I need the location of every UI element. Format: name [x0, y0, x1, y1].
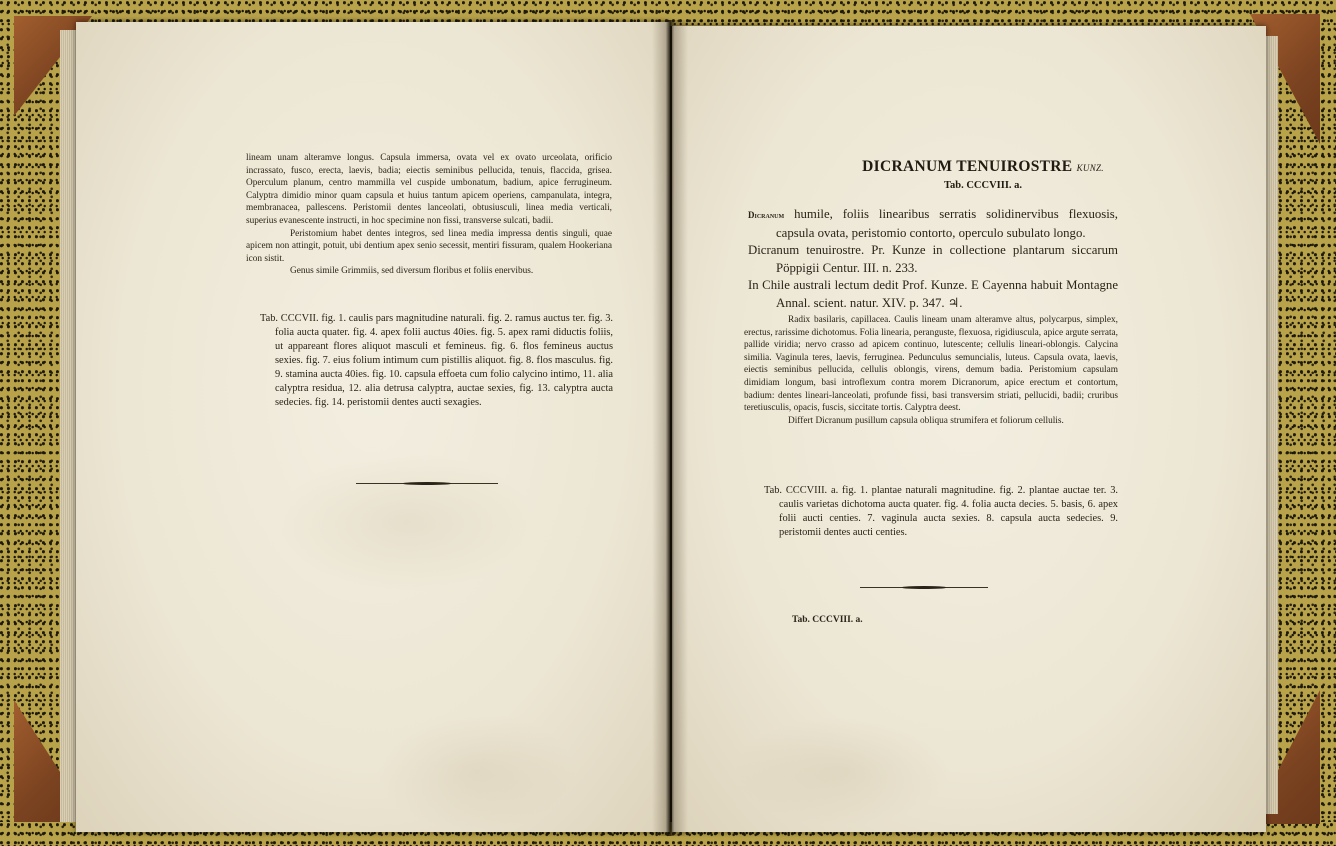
diagnosis-genus: Dicranum — [748, 210, 785, 220]
plate-reference: Tab. CCCVIII. a. — [943, 180, 1023, 191]
differt-note: Differt Dicranum pusillum capsula obliqua strumifera et foliorum cellulis. — [788, 415, 1064, 426]
left-paragraph-1: lineam unam alteramve longus. Capsula immersa, ovata vel ex ovato urceolata, orificio incrassato, fusco, erecta, laevis, badia; eiectis seminibus pellucida, tenuis, flaccida, grisea. Operculum planum, centro mammilla vel cuspide umbonatum, badium, apice ferrugineum. Calyptra dimidio minor quam capsula et huius tantum apicem operiens, campanulata, integra, membranacea, pallescens. Peristomii dentes lanceolati, obtusiusculi, linea media verticali, superius evanescente instructi, in hoc specimine non fissi, transverse sulcati, badii. — [246, 153, 612, 226]
left-paragraph-3: Genus simile Grimmiis, sed diversum floribus et foliis enervibus. — [290, 266, 534, 277]
left-paragraph-2: Peristomium habet dentes integros, sed linea media impressa dentis singuli, quae apicem non attingit, potuit, ubi dentium apex senio secessit, mentiri fissuram, qualem Hookeriana icon sistit. — [246, 228, 612, 264]
right-tab-explanation: Tab. CCCVIII. a. fig. 1. plantae naturali magnitudine. fig. 2. plantae auctae ter. 3. caulis varietas dichotoma aucta quater. fig. 4. folia aucta decies. 5. basis, 6. apex folii aucti centies. 7. vaginula aucta sexies. 8. capsula aucta sedecies. 9. peristomii dentes aucti centies. — [764, 485, 1118, 538]
synonym: Dicranum tenuirostre. Pr. Kunze in collectione plantarum siccarum Pöppigii Centur. III. n. 233. — [748, 243, 1118, 275]
species-name: DICRANUM TENUIROSTRE — [862, 158, 1073, 175]
left-page — [76, 22, 670, 832]
left-end-rule — [356, 483, 498, 484]
left-page-text — [246, 152, 612, 278]
description-block — [744, 314, 1118, 427]
stain — [376, 712, 576, 832]
right-plate-explanation — [764, 484, 1118, 540]
diagnosis-text: humile, foliis linearibus serratis solidinervibus flexuosis, capsula ovata, peristomio contorto, operculo subulato longo. — [776, 207, 1118, 240]
locality: In Chile australi lectum dedit Prof. Kunze. E Cayenna habuit Montagne Annal. scient. natur. XIV. p. 347. ♃. — [748, 278, 1118, 310]
diagnosis-block — [748, 206, 1118, 313]
right-page — [672, 26, 1266, 832]
diagnosis — [748, 206, 1118, 242]
species-author: KUNZ. — [1076, 163, 1104, 173]
plate-caption: Tab. CCCVIII. a. — [792, 615, 863, 625]
cover-pattern-right — [1272, 0, 1336, 846]
description: Radix basilaris, capillacea. Caulis lineam unam alteramve altus, polycarpus, simplex, erectus, rarissime dichotomus. Folia linearia, peranguste, flexuosa, rigidiuscula, apice argute serrata, pallide viridia; nervo crasso ad apicem continuo, lutescente; cellulis lineari-oblongis. Calycina similia. Vaginula teres, laevis, ferruginea. Pedunculus semuncialis, luteus. Capsula ovata, laevis, eiectis seminibus pellucida, cellulis oblongis, virens, demum badia. Peristomium capsulam dimidiam longum, basi introflexum contra morem Dicranorum, apice erectum et contortum, badium: dentes lineari-lanceolati, profunde fissi, basi transversim striati, pellucidi, badii; cruribus teretiusculis, opacis, fuscis, siccitate tortis. Calyptra deest. — [744, 315, 1118, 414]
book-gutter — [652, 20, 688, 836]
left-plate-explanation — [260, 312, 613, 410]
right-end-rule — [860, 587, 988, 588]
stain — [732, 716, 952, 826]
left-tab-explanation: Tab. CCCVII. fig. 1. caulis pars magnitudine naturali. fig. 2. ramus auctus ter. fig. 3. folia aucta quater. fig. 4. apex folii auctus 40ies. fig. 5. apex rami diductis foliis, ut appareant flores aliquot masculi et femineus. fig. 6. flos femineus auctus sexies. fig. 7. eius folium intimum cum pistillis aliquot. fig. 8. flos masculus. fig. 9. stamina aucta 40ies. fig. 10. capsula effoeta cum folio calycino intimo, 11. alia calyptra residua, 12. alia detrusa calyptra, auctae sexies, fig. 13. calyptra aucta sedecies. fig. 14. peristomii dentes aucti sexagies. — [260, 313, 613, 408]
species-title — [718, 158, 1248, 176]
stain — [276, 452, 536, 592]
